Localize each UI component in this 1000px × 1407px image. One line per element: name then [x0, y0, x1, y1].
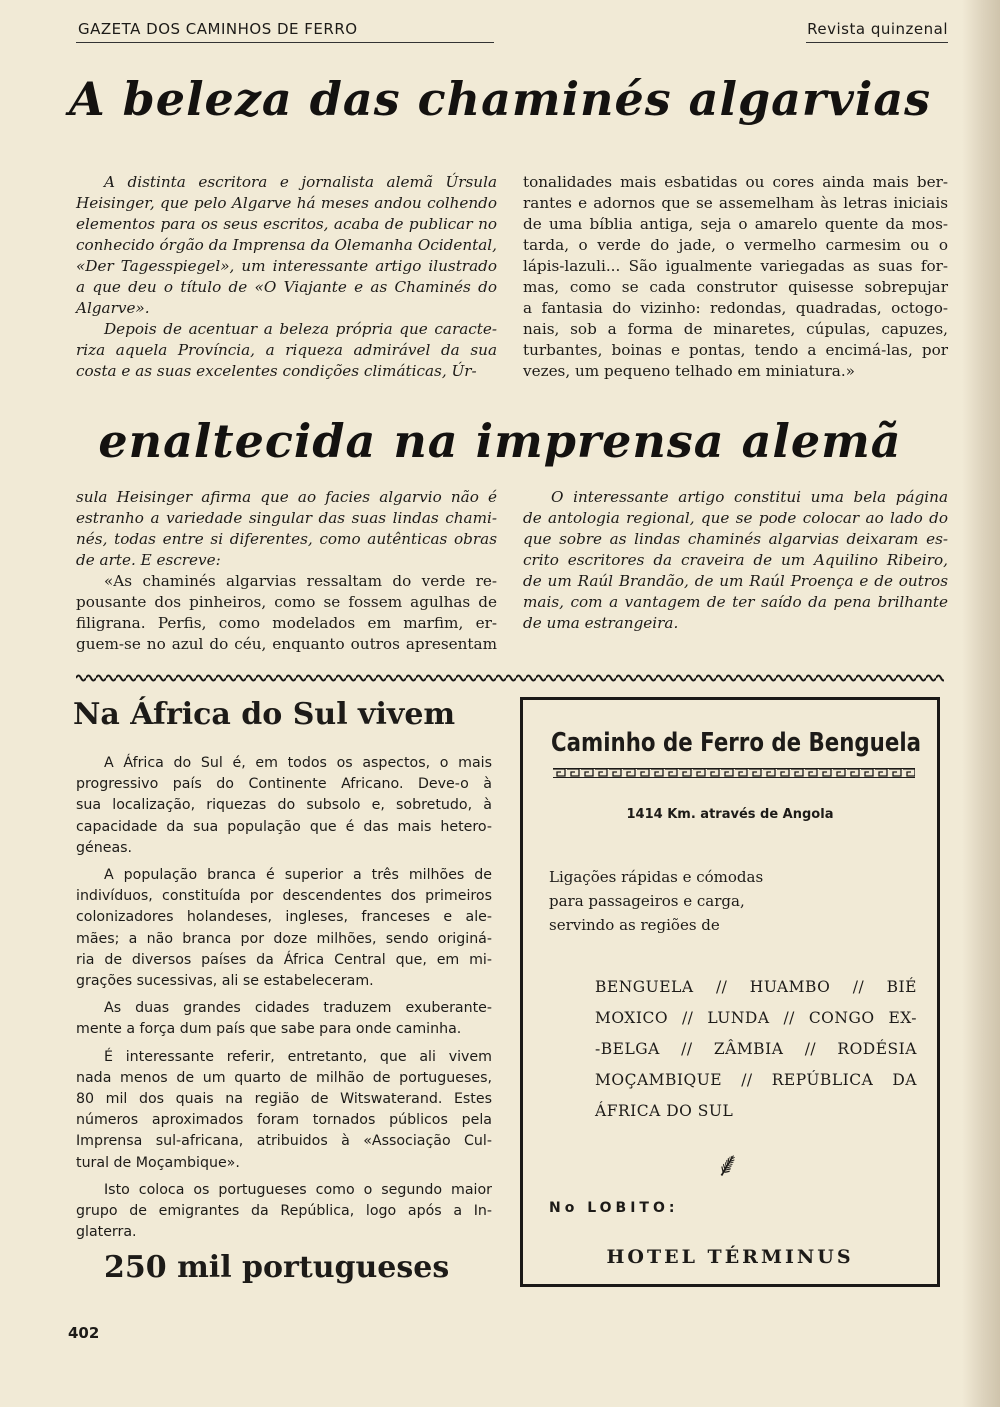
text-line: «Der Tagesspiegel», um interessante artigo ilustrado — [76, 257, 497, 275]
page-number: 402 — [68, 1324, 100, 1342]
text-line: que sobre as lindas chaminés algarvias deixaram es- — [523, 530, 948, 548]
publication-name: GAZETA DOS CAMINHOS DE FERRO — [78, 20, 358, 38]
text-line: conhecido órgão da Imprensa da Olemanha Ocidental, — [76, 236, 497, 254]
text-line: MOXICO // LUNDA // CONGO EX- — [595, 1009, 917, 1027]
text-line: de uma estrangeira. — [523, 614, 679, 632]
text-line: As duas grandes cidades traduzem exuberante- — [104, 1000, 492, 1017]
text-line: -BELGA // ZÂMBIA // RODÉSIA — [595, 1040, 917, 1058]
advert-location-label: No LOBITO: — [549, 1200, 679, 1216]
text-line: indivíduos, constituída por descendentes dos primeiros — [76, 888, 492, 905]
text-line: BENGUELA // HUAMBO // BIÉ — [595, 978, 917, 996]
advert-services-line: Ligações rápidas e cómodas — [549, 868, 764, 886]
text-line: grações sucessivas, ali se estabeleceram. — [76, 973, 374, 990]
article-column-1-quote — [76, 571, 497, 655]
article2-heading: Na África do Sul vivem — [73, 697, 456, 732]
text-line: 80 mil dos quais na região de Witswaterand. Estes — [76, 1091, 492, 1108]
text-line: mães; a não branca por doze milhões, sendo originá- — [76, 930, 492, 947]
text-line: de antologia regional, que se pode colocar ao lado do — [523, 509, 948, 527]
text-line: capacidade da sua população que é das mais hetero- — [76, 818, 492, 835]
text-line: tonalidades mais esbatidas ou cores ainda mais ber- — [523, 173, 948, 191]
text-line: Heisinger, que pelo Algarve há meses andou colhendo — [76, 194, 497, 212]
company-logo-icon: ⸙ — [715, 1145, 741, 1185]
text-line: mente a força dum país que sabe para onde caminha. — [76, 1021, 462, 1038]
article-title-bottom: enaltecida na imprensa alemã — [98, 414, 902, 468]
text-line: «As chaminés algarvias ressaltam do verde re- — [104, 572, 497, 590]
text-line: a fantasia do vizinho: redondas, quadradas, octogo- — [523, 299, 948, 317]
text-line: A distinta escritora e jornalista alemã Úrsula — [104, 173, 497, 191]
text-line: A população branca é superior a três milhões de — [104, 867, 492, 884]
text-line: guem-se no azul do céu, enquanto outros apresentam — [76, 635, 497, 653]
article-column-1-bottom — [76, 487, 497, 571]
text-line: tarda, o verde do jade, o vermelho carmesim ou o — [523, 236, 948, 254]
text-line: filigrana. Perfis, como modelados em marfim, er- — [76, 614, 497, 632]
text-line: lápis-lazuli... São igualmente variegadas as suas for- — [523, 257, 948, 275]
header-rule-right — [806, 42, 948, 43]
benguela-railway-advert — [520, 697, 940, 1287]
article-column-1-top — [76, 172, 497, 382]
text-line: estranho a variedade singular das suas lindas chami- — [76, 509, 497, 527]
page-fold-shadow — [962, 0, 1000, 1407]
advert-distance: 1414 Km. através de Angola — [626, 807, 834, 822]
article2-body — [76, 753, 492, 1243]
text-line: de um Raúl Brandão, de um Raúl Proença e de outros — [523, 572, 948, 590]
text-line: A África do Sul é, em todos os aspectos, o mais — [104, 755, 492, 771]
text-line: Algarve». — [76, 299, 150, 317]
text-line: crito escritores da craveira de um Aquilino Ribeiro, — [523, 551, 948, 569]
text-line: números aproximados foram tornados públicos pela — [76, 1112, 492, 1129]
article-column-2-bottom — [523, 487, 948, 634]
text-line: sula Heisinger afirma que ao facies algarvio não é — [76, 488, 497, 506]
text-line: ria de diversos países da África Central que, em mi- — [76, 951, 492, 968]
text-line: tural de Moçambique». — [76, 1154, 240, 1171]
text-line: géneas. — [76, 839, 133, 856]
header-rule-left — [76, 42, 494, 43]
advert-hotel-name: HOTEL TÉRMINUS — [606, 1246, 854, 1268]
article-column-2-top — [523, 172, 948, 382]
text-line: sua localização, riquezas do subsolo e, sobretudo, à — [76, 797, 492, 814]
text-line: mas, como se cada construtor quisesse sobrepujar — [523, 278, 948, 296]
text-line: ÁFRICA DO SUL — [595, 1102, 734, 1120]
text-line: elementos para os seus escritos, acaba de publicar no — [76, 215, 497, 233]
text-line: de arte. E escreve: — [76, 551, 221, 569]
advert-services-line: para passageiros e carga, — [549, 892, 745, 910]
text-line: nés, todas entre si diferentes, como autênticas obras — [76, 530, 497, 548]
text-line: vezes, um pequeno telhado em miniatura.» — [523, 362, 855, 380]
text-line: a que deu o título de «O Viajante e as Chaminés do — [76, 278, 497, 296]
text-line: É interessante referir, entretanto, que ali vivem — [104, 1048, 492, 1065]
text-line: glaterra. — [76, 1224, 137, 1241]
article2-footer-heading: 250 mil portugueses — [104, 1250, 450, 1285]
text-line: de uma bíblia antiga, seja o amarelo quente da mos- — [523, 215, 948, 233]
text-line: turbantes, boinas e pontas, tendo a encimá-las, por — [523, 341, 948, 359]
text-line: costa e as suas excelentes condições climáticas, Úr- — [76, 362, 477, 380]
text-line: mais, com a vantagem de ter saído da pena brilhante — [523, 593, 948, 611]
advert-regions — [595, 972, 917, 1127]
text-line: pousante dos pinheiros, como se fossem agulhas de — [76, 593, 497, 611]
wavy-divider — [76, 672, 944, 684]
text-line: Imprensa sul-africana, atribuidos à «Associação Cul- — [76, 1133, 492, 1150]
text-line: nada menos de um quarto de milhão de portugueses, — [76, 1069, 492, 1086]
text-line: nais, sob a forma de minaretes, cúpulas, capuzes, — [523, 320, 948, 338]
advert-title: Caminho de Ferro de Benguela — [551, 728, 922, 758]
text-line: riza aquela Província, a riqueza admirável da sua — [76, 341, 497, 359]
publication-frequency: Revista quinzenal — [807, 20, 948, 38]
text-line: colonizadores holandeses, ingleses, franceses e ale- — [76, 909, 492, 926]
text-line: MOÇAMBIQUE // REPÚBLICA DA — [595, 1071, 917, 1089]
advert-services-line: servindo as regiões de — [549, 916, 720, 934]
text-line: Isto coloca os portugueses como o segundo maior — [104, 1181, 492, 1198]
advert-services — [549, 865, 763, 937]
greek-key-ornament — [553, 768, 915, 778]
article-title-top: A beleza das chaminés algarvias — [68, 72, 932, 126]
text-line: rantes e adornos que se assemelham às letras iniciais — [523, 194, 948, 212]
text-line: grupo de emigrantes da República, logo após a In- — [76, 1203, 492, 1220]
text-line: progressivo país do Continente Africano. Deve-o à — [76, 776, 492, 793]
text-line: O interessante artigo constitui uma bela página — [551, 488, 948, 506]
text-line: Depois de acentuar a beleza própria que caracte- — [104, 320, 497, 338]
